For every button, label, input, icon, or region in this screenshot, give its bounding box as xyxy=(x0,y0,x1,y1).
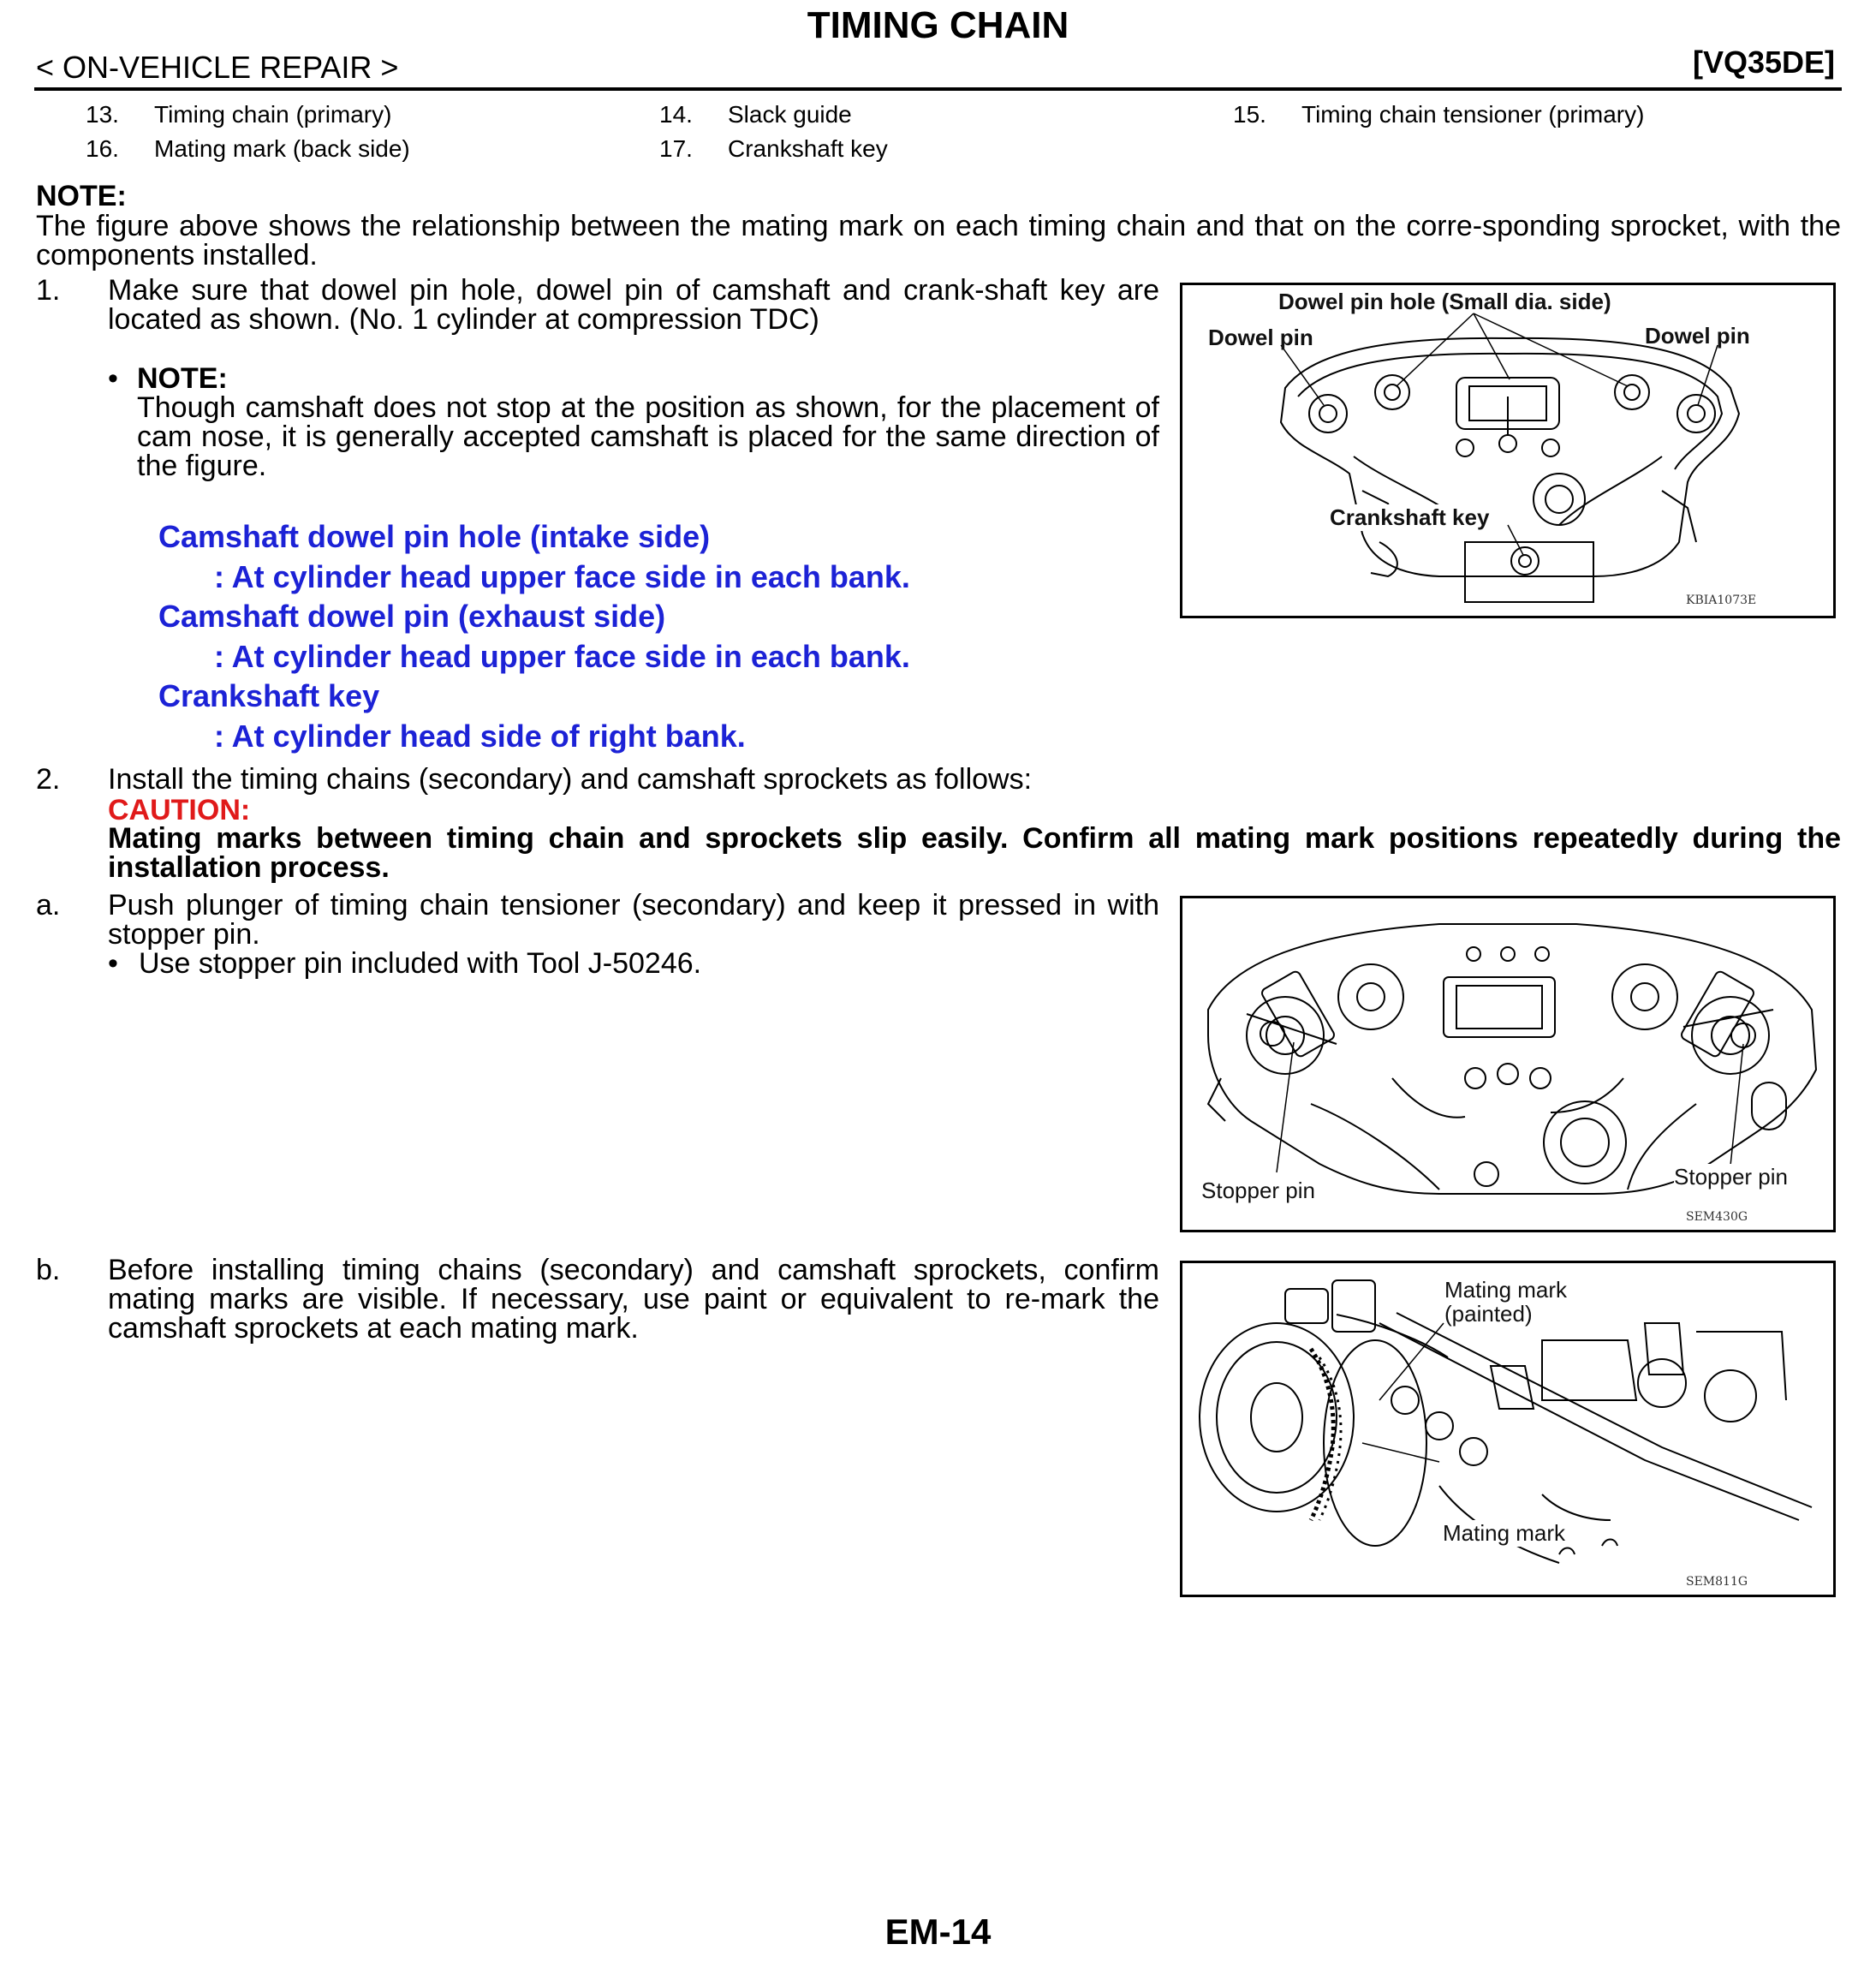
fig2-label-stopper-pin-left: Stopper pin xyxy=(1201,1178,1315,1203)
spec-item: Crankshaft key xyxy=(158,678,380,713)
fig1-label-crankshaft-key: Crankshaft key xyxy=(1330,504,1490,530)
legend-item-13 xyxy=(86,101,391,128)
legend-num: 15. xyxy=(1233,101,1266,128)
note-text: The figure above shows the relationship between the mating mark on each timing chain and that on the corre-sponding sprocket, with the components installed. xyxy=(36,210,1841,271)
step-1-number: 1. xyxy=(36,274,61,307)
step-2-number: 2. xyxy=(36,763,61,796)
step-2-text: Install the timing chains (secondary) and camshaft sprockets as follows: xyxy=(108,763,1033,796)
legend-item-17 xyxy=(659,135,888,163)
legend-num: 14. xyxy=(659,101,693,128)
model-code: [VQ35DE] xyxy=(1692,45,1835,80)
step-a-text: Push plunger of timing chain tensioner (secondary) and keep it pressed in with stopper pin. xyxy=(108,889,1159,951)
step-a-bullet-text: Use stopper pin included with Tool J-50246. xyxy=(139,947,702,980)
figure-dowel-pin-position xyxy=(1180,283,1836,618)
figure-stopper-pin xyxy=(1180,896,1836,1232)
step-1-note-bullet: • xyxy=(108,362,118,395)
page-number: EM-14 xyxy=(884,1911,992,1952)
legend-item-14 xyxy=(659,101,852,128)
fig3-label-mating-mark: Mating mark xyxy=(1443,1520,1566,1546)
spec-item: Camshaft dowel pin (exhaust side) xyxy=(158,599,666,634)
spec-item: Camshaft dowel pin hole (intake side) xyxy=(158,519,711,554)
legend-num: 13. xyxy=(86,101,119,128)
legend-label: Slack guide xyxy=(728,101,852,128)
step-b-text: Before installing timing chains (secondary) and camshaft sprockets, confirm mating marks are visible. If necessary, use paint or equivalent to re-mark the camshaft sprockets at each mating mark. xyxy=(108,1254,1159,1345)
legend-num: 16. xyxy=(86,135,119,162)
legend-item-15 xyxy=(1233,101,1644,128)
step-1-text: Make sure that dowel pin hole, dowel pin of camshaft and crank-shaft key are located as shown. (No. 1 cylinder at compression TDC) xyxy=(108,274,1159,336)
fig3-code: SEM811G xyxy=(1686,1575,1748,1589)
fig3-label-mating-mark-painted: Mating mark xyxy=(1444,1277,1568,1303)
page-title: TIMING CHAIN xyxy=(807,4,1069,46)
fig1-label-dowel-pin-right: Dowel pin xyxy=(1645,323,1750,349)
legend-item-16 xyxy=(86,135,410,163)
caution-text: Mating marks between timing chain and sprockets slip easily. Confirm all mating mark positions repeatedly during the installation process. xyxy=(108,822,1841,884)
spec-value: : At cylinder head side of right bank. xyxy=(214,719,746,754)
step-1-note-text: Though camshaft does not stop at the position as shown, for the placement of cam nose, it is generally accepted camshaft is placed for the same direction of the figure. xyxy=(137,391,1159,482)
legend-label: Timing chain tensioner (primary) xyxy=(1301,101,1645,128)
fig1-code: KBIA1073E xyxy=(1686,593,1757,607)
step-1-note-heading: NOTE: xyxy=(137,362,228,395)
caution-heading: CAUTION: xyxy=(108,794,251,826)
legend-label: Crankshaft key xyxy=(728,135,888,162)
spec-value: : At cylinder head upper face side in each bank. xyxy=(214,559,910,594)
step-a-bullet: • xyxy=(108,947,118,980)
section-label: < ON-VEHICLE REPAIR > xyxy=(36,50,399,85)
step-b-label: b. xyxy=(36,1254,61,1286)
note-heading: NOTE: xyxy=(36,180,127,212)
header-divider xyxy=(34,87,1842,91)
fig3-label-painted: (painted) xyxy=(1444,1301,1533,1327)
spec-value: : At cylinder head upper face side in each bank. xyxy=(214,639,910,674)
legend-label: Timing chain (primary) xyxy=(154,101,392,128)
figure-mating-mark xyxy=(1180,1261,1836,1597)
fig1-label-dowel-pin-hole: Dowel pin hole (Small dia. side) xyxy=(1278,289,1611,314)
legend-label: Mating mark (back side) xyxy=(154,135,410,162)
legend-num: 17. xyxy=(659,135,693,162)
fig2-code: SEM430G xyxy=(1686,1210,1748,1224)
fig2-label-stopper-pin-right: Stopper pin xyxy=(1674,1164,1788,1190)
fig1-label-dowel-pin-left: Dowel pin xyxy=(1208,325,1313,350)
step-a-label: a. xyxy=(36,889,61,921)
